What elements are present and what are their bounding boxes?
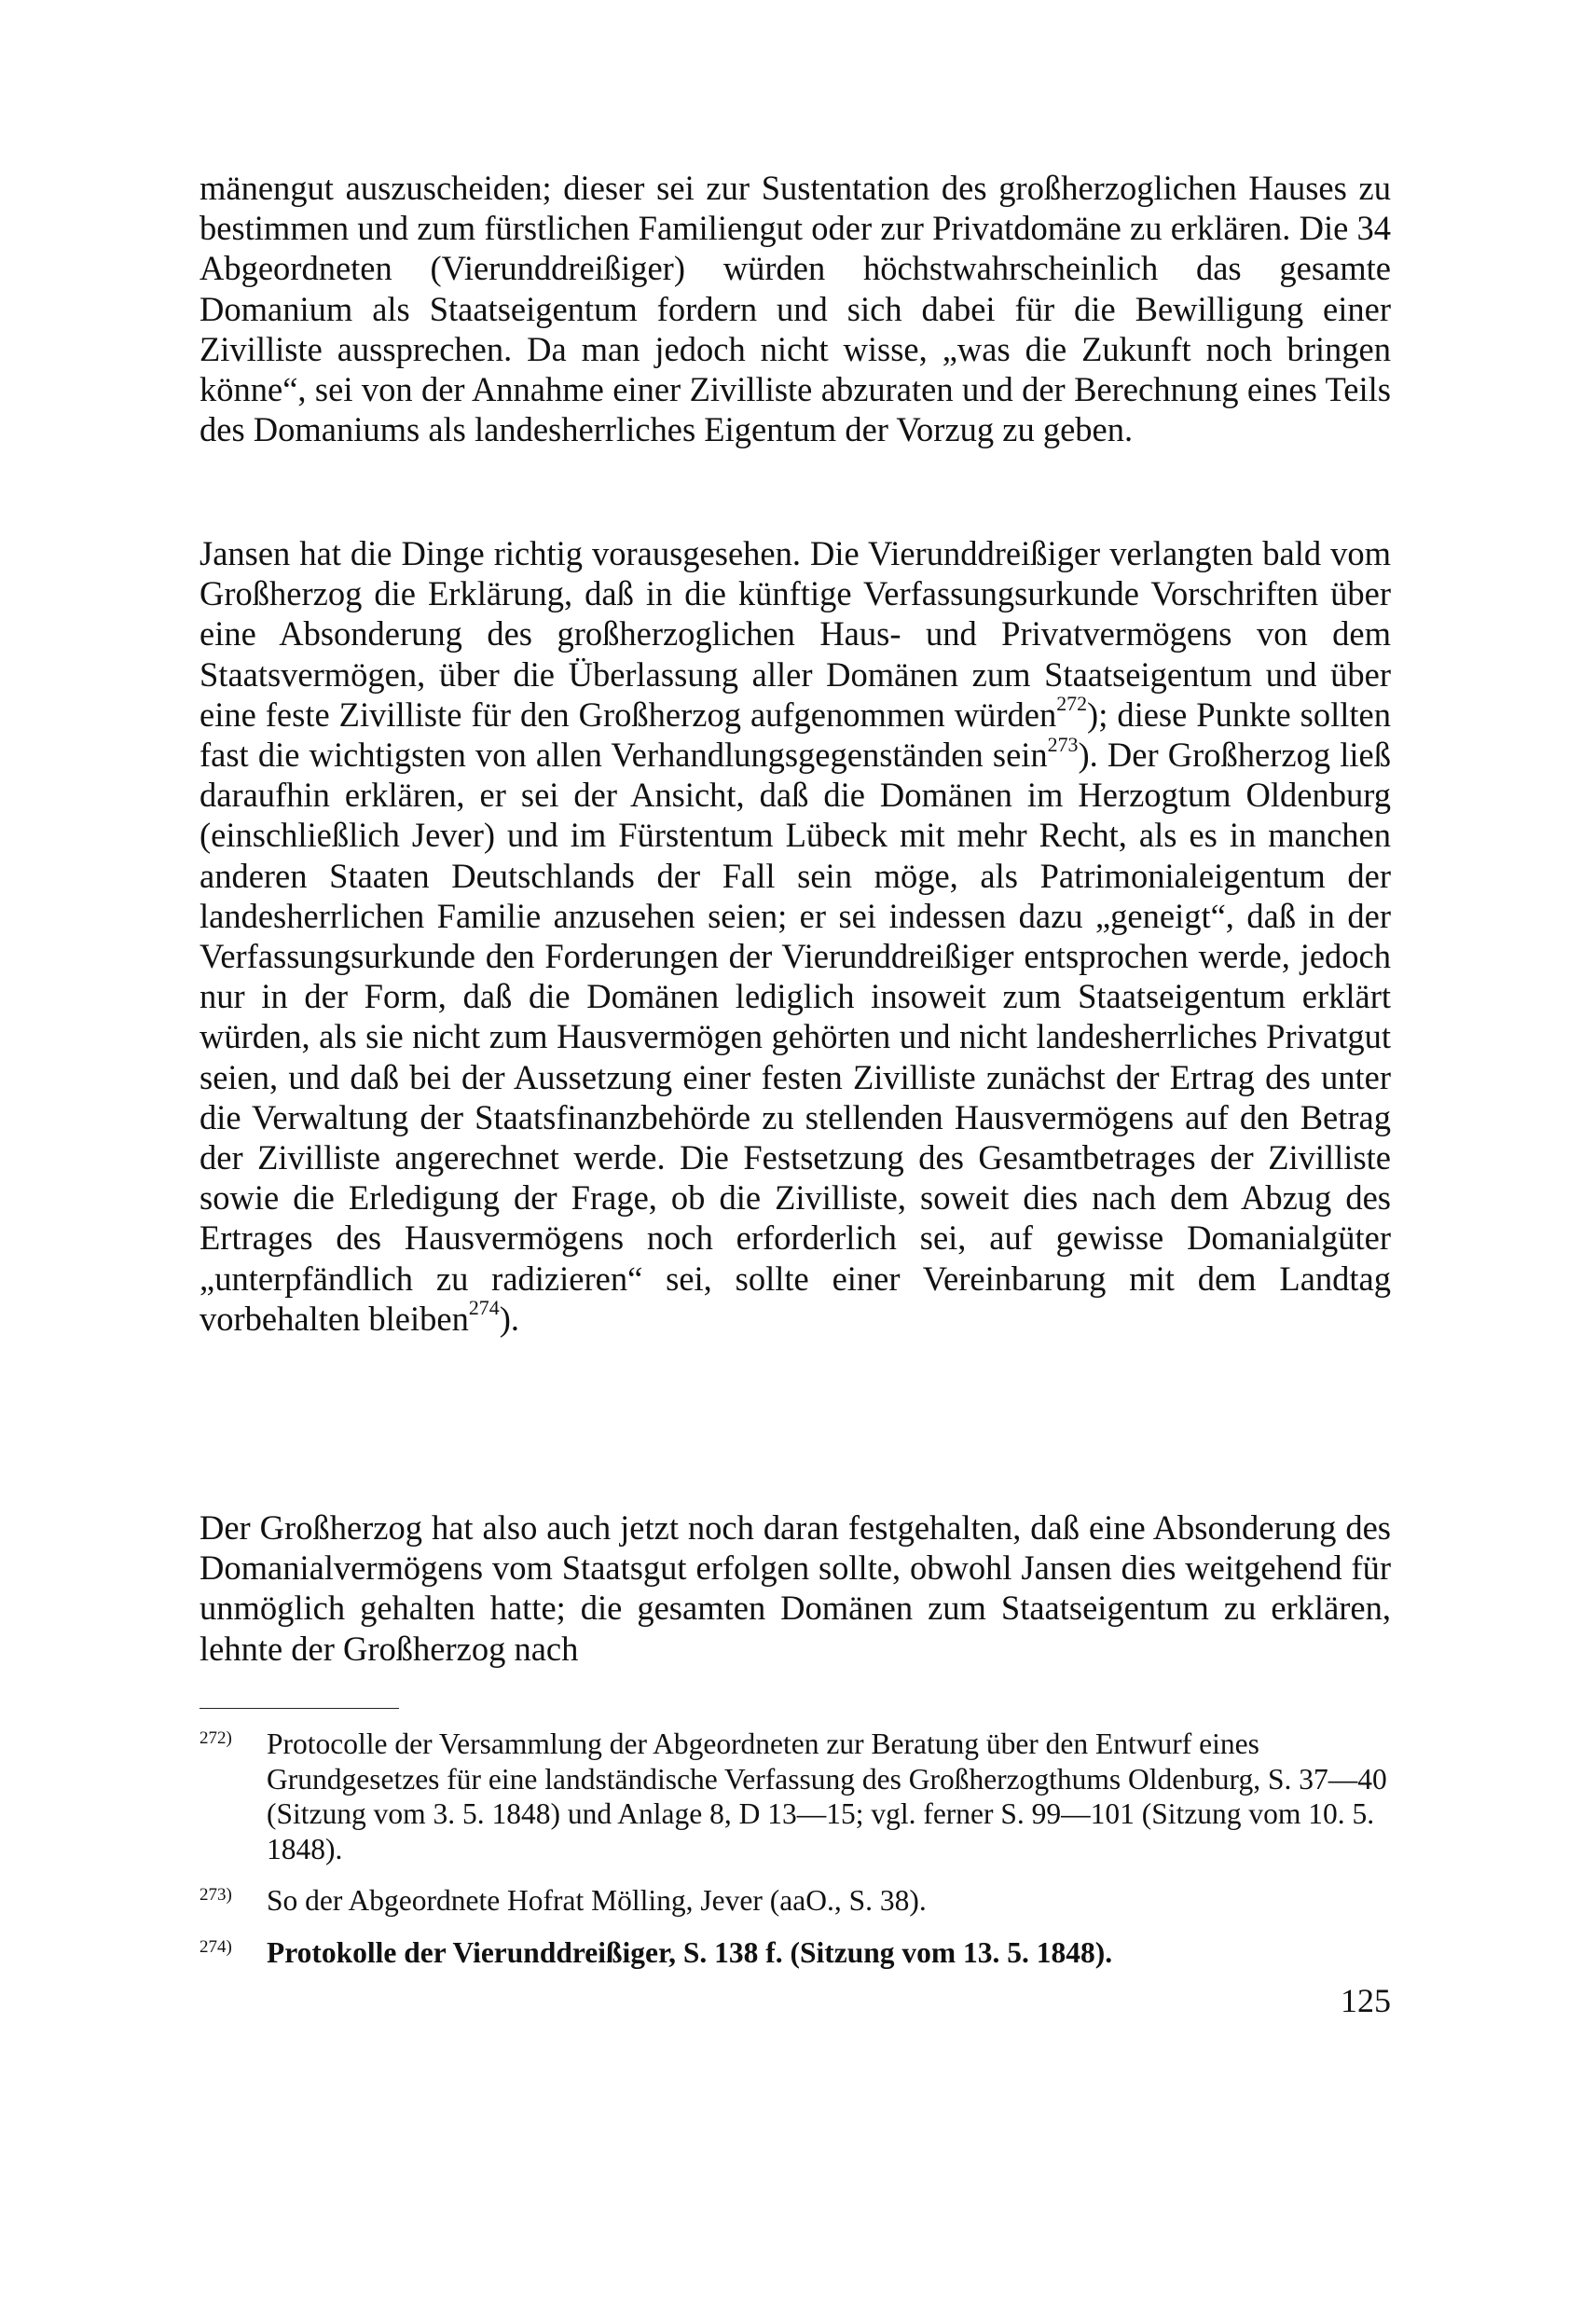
page-number: 125 xyxy=(1341,1982,1391,2019)
footnotes xyxy=(200,1727,1391,1987)
footnote-272 xyxy=(200,1727,1391,1866)
paragraph-text: ). Der Großherzog ließ daraufhin erklären, er sei der Ansicht, daß die Domänen im Herzogtum Oldenburg (einschließlich Jever) und im Fürstentum Lübeck mit mehr Recht, als es in manchen anderen Staaten Deutschlands der Fall sein möge, als Patrimonialeigentum der landesherrlichen Familie anzusehen seien; er sei indessen dazu „geneigt“, daß in der Verfassungsurkunde den Forderungen der Vierunddreißiger entsprochen werde, jedoch nur in der Form, daß die Domänen lediglich insoweit zum Staatseigentum erklärt würden, als sie nicht zum Hausvermögen gehörten und nicht landesherrliches Privatgut seien, und daß bei der Aussetzung einer festen Zivilliste zunächst der Ertrag des unter die Verwaltung der Staatsfinanzbehörde zu stellenden Hausvermögens auf den Betrag der Zivilliste angerechnet werde. Die Festsetzung des Gesamtbetrages der Zivilliste sowie die Erledigung der Frage, ob die Zivilliste, soweit dies nach dem Abzug des Ertrages des Hausvermögens noch erforderlich sei, auf gewisse Domanialgüter „unterpfändlich zu radizieren“ sei, sollte einer Vereinbarung mit dem Landtag vorbehalten bleiben xyxy=(200,736,1391,1338)
footnote-ref-273[interactable]: 273 xyxy=(1047,732,1079,756)
footnote-divider xyxy=(200,1708,399,1709)
paragraph-text: Der Großherzog hat also auch jetzt noch daran festgehalten, daß eine Absonderung des Domanialvermögens vom Staatsgut erfolgen sollte, obwohl Jansen dies weitgehend für unmöglich gehalten hatte; die gesamten Domänen zum Staatseigentum zu erklären, lehnte der Großherzog nach xyxy=(200,1508,1391,1668)
paragraph-text: mänengut auszuscheiden; dieser sei zur Sustentation des großherzoglichen Hauses zu bestimmen und zum fürstlichen Familiengut oder zur Privatdomäne zu erklären. Die 34 Abgeordneten (Vierunddreißiger) würden höchstwahrscheinlich das gesamte Domanium als Staatseigentum fordern und sich dabei für die Bewilligung einer Zivilliste aussprechen. Da man jedoch nicht wisse, „was die Zukunft noch bringen könne“, sei von der Annahme einer Zivilliste abzuraten und der Berechnung eines Teils des Domaniums als landesherrliches Eigentum der Vorzug zu geben. xyxy=(200,169,1391,449)
footnote-text: So der Abgeordnete Hofrat Mölling, Jever (aaO., S. 38). xyxy=(267,1884,927,1917)
footnote-text: Protokolle der Vierunddreißiger, S. 138 f. (Sitzung vom 13. 5. 1848). xyxy=(267,1935,1113,1969)
body-paragraph-3 xyxy=(200,1507,1391,1669)
footnote-273 xyxy=(200,1883,1391,1919)
footnote-text: Protocolle der Versammlung der Abgeordneten zur Beratung über den Entwurf eines Grundgesetzes für eine landständische Verfassung des Großherzogthums Oldenburg, S. 37—40 (Sitzung vom 3. 5. 1848) und Anlage 8, D 13—15; vgl. ferner S. 99—101 (Sitzung vom 10. 5. 1848). xyxy=(267,1727,1387,1865)
paragraph-text: ); diese Punkte sollten fast die wichtigsten von allen Verhandlungsgegenständen sein xyxy=(200,695,1392,775)
footnote-ref-274[interactable]: 274 xyxy=(468,1296,500,1320)
footnote-number: 273) xyxy=(200,1885,232,1905)
footnote-number: 274) xyxy=(200,1936,232,1957)
paragraph-text: ). xyxy=(499,1299,519,1338)
body-paragraph-1 xyxy=(200,168,1391,449)
body-paragraph-2 xyxy=(200,533,1391,1339)
footnote-number: 272) xyxy=(200,1728,232,1748)
footnote-ref-272[interactable]: 272 xyxy=(1056,692,1088,716)
paragraph-text: Jansen hat die Dinge richtig vorausgesehen. Die Vierunddreißiger verlangten bald vom Großherzog die Erklärung, daß in die künftige Verfassungsurkunde Vorschriften über eine Absonderung des großherzoglichen Haus- und Privatvermögens von dem Staatsvermögen, über die Überlassung aller Domänen zum Staatseigentum und über eine feste Zivilliste für den Großherzog aufgenommen würden xyxy=(200,534,1391,734)
footnote-274 xyxy=(200,1935,1391,1971)
